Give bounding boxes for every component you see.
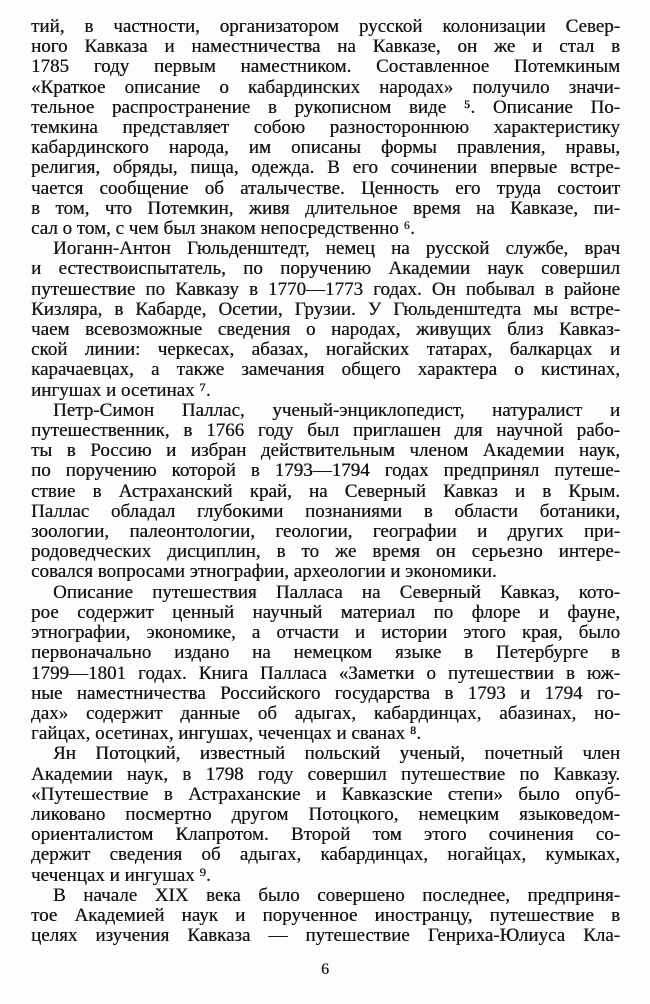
- text-line: совался вопросами этнографии, археологии и экономики.: [31, 561, 497, 583]
- text-line: ликовано посмертно другом Потоцкого, немецким языковедом-: [31, 803, 620, 825]
- paragraph: [31, 401, 620, 583]
- text-line: Кизляра, в Кабарде, Осетии, Грузии. У Гюльденштедта мы встре-: [31, 298, 620, 320]
- text-line: ты в Россию и избран действительным членом Академии наук,: [31, 440, 620, 462]
- text-line: темкина представляет собою разностороннюю характеристику: [31, 117, 620, 139]
- text-line: ствие в Астраханский край, на Северный Кавказ и в Крым.: [31, 480, 620, 502]
- text-line: религия, обряды, пища, одежда. В его сочинении впервые встре-: [31, 157, 620, 179]
- text-line: держит сведения об адыгах, кабардинцах, ногайцах, кумыках,: [31, 844, 620, 866]
- text-line: Описание путешествия Палласа на Северный Кавказ, кото-: [53, 581, 620, 603]
- text-line: Академии наук, в 1798 году совершил путешествие по Кавказу.: [31, 763, 620, 785]
- text-line: Петр-Симон Паллас, ученый-энциклопедист, натуралист и: [53, 399, 620, 421]
- text-line: чается сообщение об аталычестве. Ценность его труда состоит: [31, 177, 620, 199]
- text-line: Паллас обладал глубокими познаниями в области ботаники,: [31, 500, 620, 522]
- text-line: дах» содержит данные об адыгах, кабардинцах, абазинах, но-: [31, 702, 620, 724]
- text-line: 1799—1801 годах. Книга Палласа «Заметки о путешествии в юж-: [31, 662, 620, 684]
- text-line: кабардинского народа, им описаны формы правления, нравы,: [31, 137, 620, 159]
- text-line: ного Кавказа и наместничества на Кавказе, он же и стал в: [31, 36, 620, 58]
- text-line: сал о том, с чем был знаком непосредственно ⁶.: [31, 218, 415, 240]
- paragraph: [31, 239, 620, 401]
- text-line: Иоганн-Антон Гюльденштедт, немец на русской службе, врач: [53, 238, 620, 260]
- text-line: Ян Потоцкий, известный польский ученый, почетный член: [53, 743, 620, 765]
- text-line: этнографии, экономике, а отчасти и истории этого края, было: [31, 622, 620, 644]
- text-line: «Краткое описание о кабардинских народах» получило значи-: [31, 76, 620, 98]
- paragraph: [31, 886, 620, 947]
- paragraph: [31, 744, 620, 885]
- text-line: рое содержит ценный научный материал по флоре и фауне,: [31, 601, 620, 623]
- text-line: ориенталистом Клапротом. Второй том этого сочинения со-: [31, 824, 620, 846]
- text-line: путешественник, в 1766 году был приглашен для научной рабо-: [31, 420, 620, 442]
- text-line: «Путешествие в Астраханские и Кавказские степи» было опуб-: [31, 783, 620, 805]
- page-number: 6: [321, 961, 329, 978]
- text-line: тельное распространение в рукописном виде ⁵. Описание По-: [31, 96, 620, 118]
- page-text: [31, 17, 620, 946]
- text-line: ные наместничества Российского государства в 1793 и 1794 го-: [31, 682, 620, 704]
- text-line: В начале XIX века было совершено последнее, предприня-: [53, 884, 620, 906]
- text-line: тий, в частности, организатором русской колонизации Север-: [31, 16, 620, 37]
- text-line: первоначально издано на немецком языке в Петербурге в: [31, 642, 620, 664]
- text-line: ской линии: черкесах, абазах, ногайских татарах, балкарцах и: [31, 339, 620, 361]
- text-line: зоологии, палеонтологии, геологии, географии и других при-: [31, 521, 620, 543]
- text-line: тое Академией наук и порученное иностранцу, путешествие в: [31, 904, 620, 926]
- text-line: родоведческих дисциплин, в то же время он серьезно интере-: [31, 541, 620, 563]
- text-line: целях изучения Кавказа — путешествие Генриха-Юлиуса Кла-: [31, 925, 620, 947]
- paragraph: [31, 17, 620, 239]
- text-line: путешествие по Кавказу в 1770—1773 годах. Он побывал в районе: [31, 278, 620, 300]
- text-line: 1785 году первым наместником. Составленное Потемкиным: [31, 56, 620, 78]
- text-line: чеченцах и ингушах ⁹.: [31, 864, 211, 886]
- text-line: в том, что Потемкин, живя длительное время на Кавказе, пи-: [31, 197, 620, 219]
- text-line: карачаевцах, а также замечания общего характера о кистинах,: [31, 359, 620, 381]
- text-line: чаем всевозможные сведения о народах, живущих близ Кавказ-: [31, 319, 620, 341]
- text-line: и естествоиспытатель, по поручению Академии наук совершил: [31, 258, 620, 280]
- paragraph: [31, 583, 620, 745]
- text-line: ингушах и осетинах ⁷.: [31, 379, 211, 401]
- text-line: гайцах, осетинах, ингушах, чеченцах и сванах ⁸.: [31, 723, 422, 745]
- text-line: по поручению которой в 1793—1794 годах предпринял путеше-: [31, 460, 620, 482]
